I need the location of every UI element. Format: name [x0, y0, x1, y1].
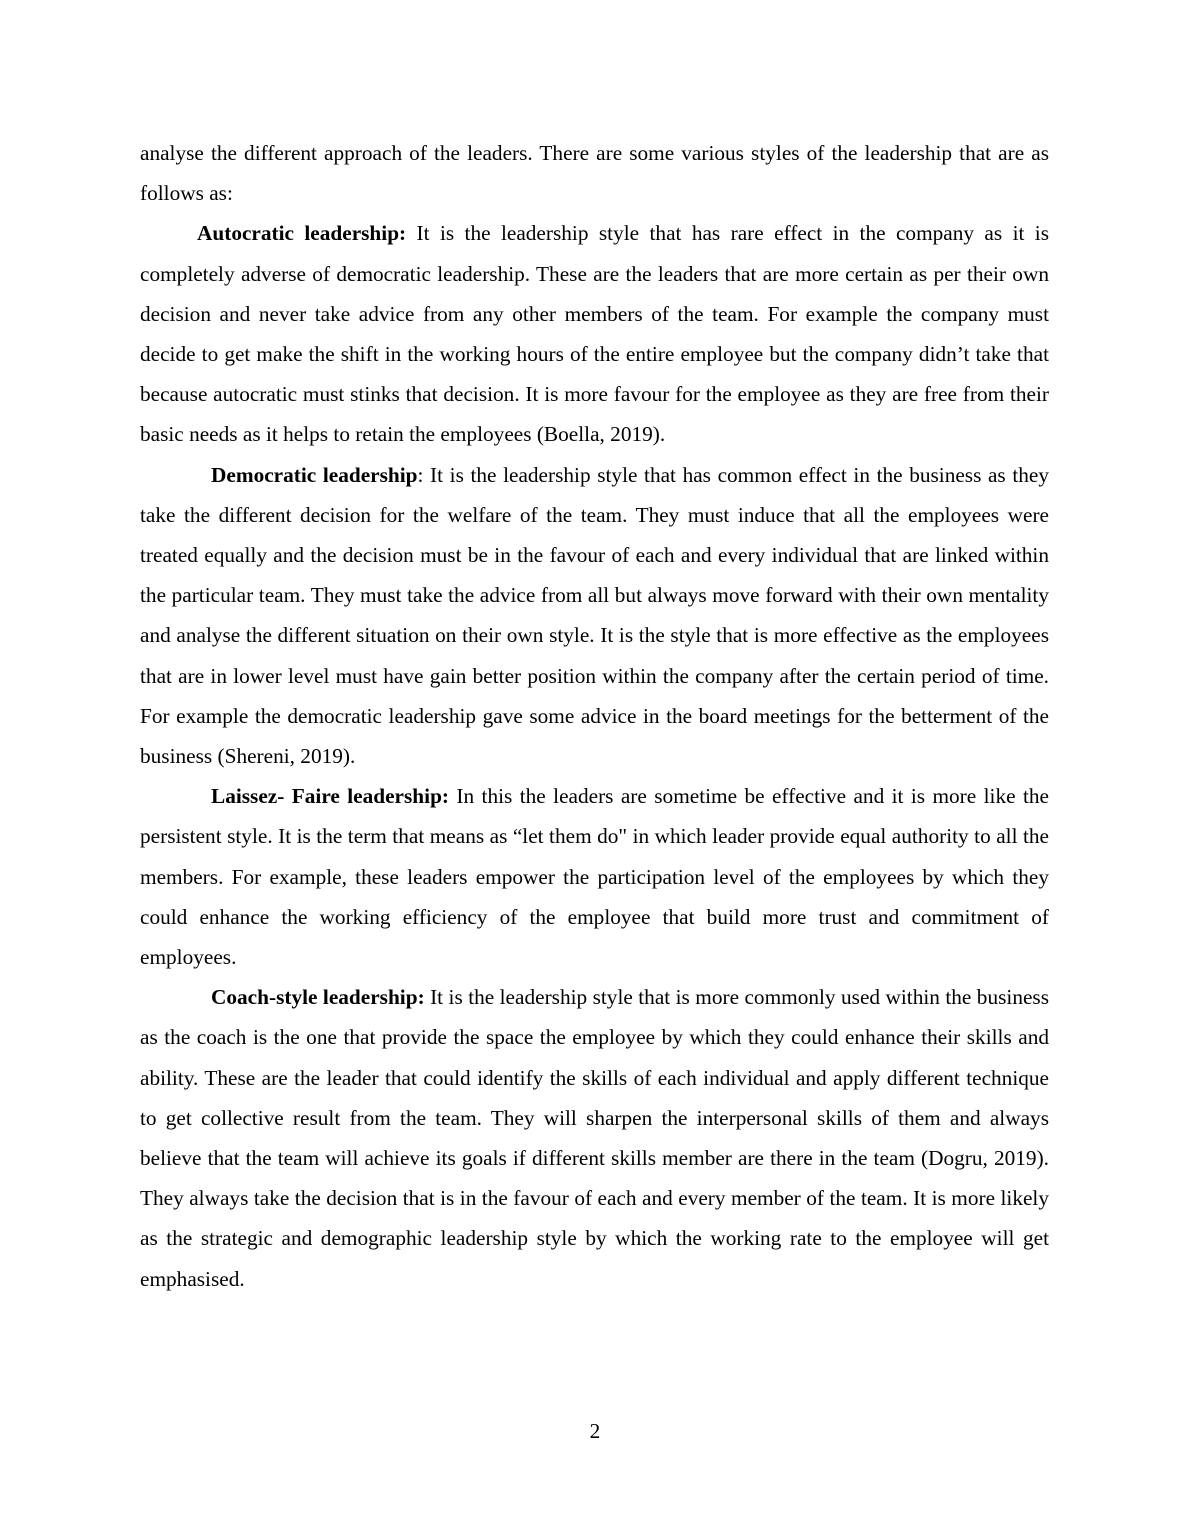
- democratic-heading: Democratic leadership: [211, 462, 418, 487]
- page-number: 2: [589, 1419, 601, 1443]
- autocratic-heading: Autocratic leadership:: [197, 221, 407, 246]
- coach-style-heading: Coach-style leadership:: [211, 985, 425, 1010]
- laissez-faire-text: In this the leaders are sometime be effective and it is more like the persistent style. It is the term that means as “let them do" in which leader provide equal authority to all the members. For example, these leaders empower the participation level of the employees by which they could enhance the working efficiency of the employee that build more trust and commitment of employees.: [140, 784, 1049, 970]
- autocratic-paragraph: [140, 213, 1049, 454]
- democratic-text: : It is the leadership style that has common effect in the business as they take the different decision for the welfare of the team. They must induce that all the employees were treated equally and the decision must be in the favour of each and every individual that are linked within the particular team. They must take the advice from all but always move forward with their own mentality and analyse the different situation on their own style. It is the style that is more effective as the employees that are in lower level must have gain better position within the company after the certain period of time. For example the democratic leadership gave some advice in the board meetings for the betterment of the business (Shereni, 2019).: [140, 462, 1049, 769]
- intro-paragraph: analyse the different approach of the leaders. There are some various styles of the leadership that are as follows as:: [140, 141, 1049, 206]
- coach-style-paragraph: [140, 977, 1049, 1299]
- laissez-faire-paragraph: [140, 776, 1049, 977]
- democratic-paragraph: [140, 455, 1049, 777]
- laissez-faire-heading: Laissez- Faire leadership:: [211, 784, 449, 809]
- autocratic-text: It is the leadership style that has rare effect in the company as it is completely adverse of democratic leadership. These are the leaders that are more certain as per their own decision and never take advice from any other members of the team. For example the company must decide to get make the shift in the working hours of the entire employee but the company didn’t take that because autocratic must stinks that decision. It is more favour for the employee as they are free from their basic needs as it helps to retain the employees (Boella, 2019).: [140, 221, 1050, 447]
- document-body: [140, 133, 1049, 1299]
- coach-style-text: It is the leadership style that is more commonly used within the business as the coach is the one that provide the space the employee by which they could enhance their skills and ability. These are the leader that could identify the skills of each individual and apply different technique to get collective result from the team. They will sharpen the interpersonal skills of them and always believe that the team will achieve its goals if different skills member are there in the team (Dogru, 2019). They always take the decision that is in the favour of each and every member of the team. It is more likely as the strategic and demographic leadership style by which the working rate to the employee will get emphasised.: [140, 985, 1049, 1291]
